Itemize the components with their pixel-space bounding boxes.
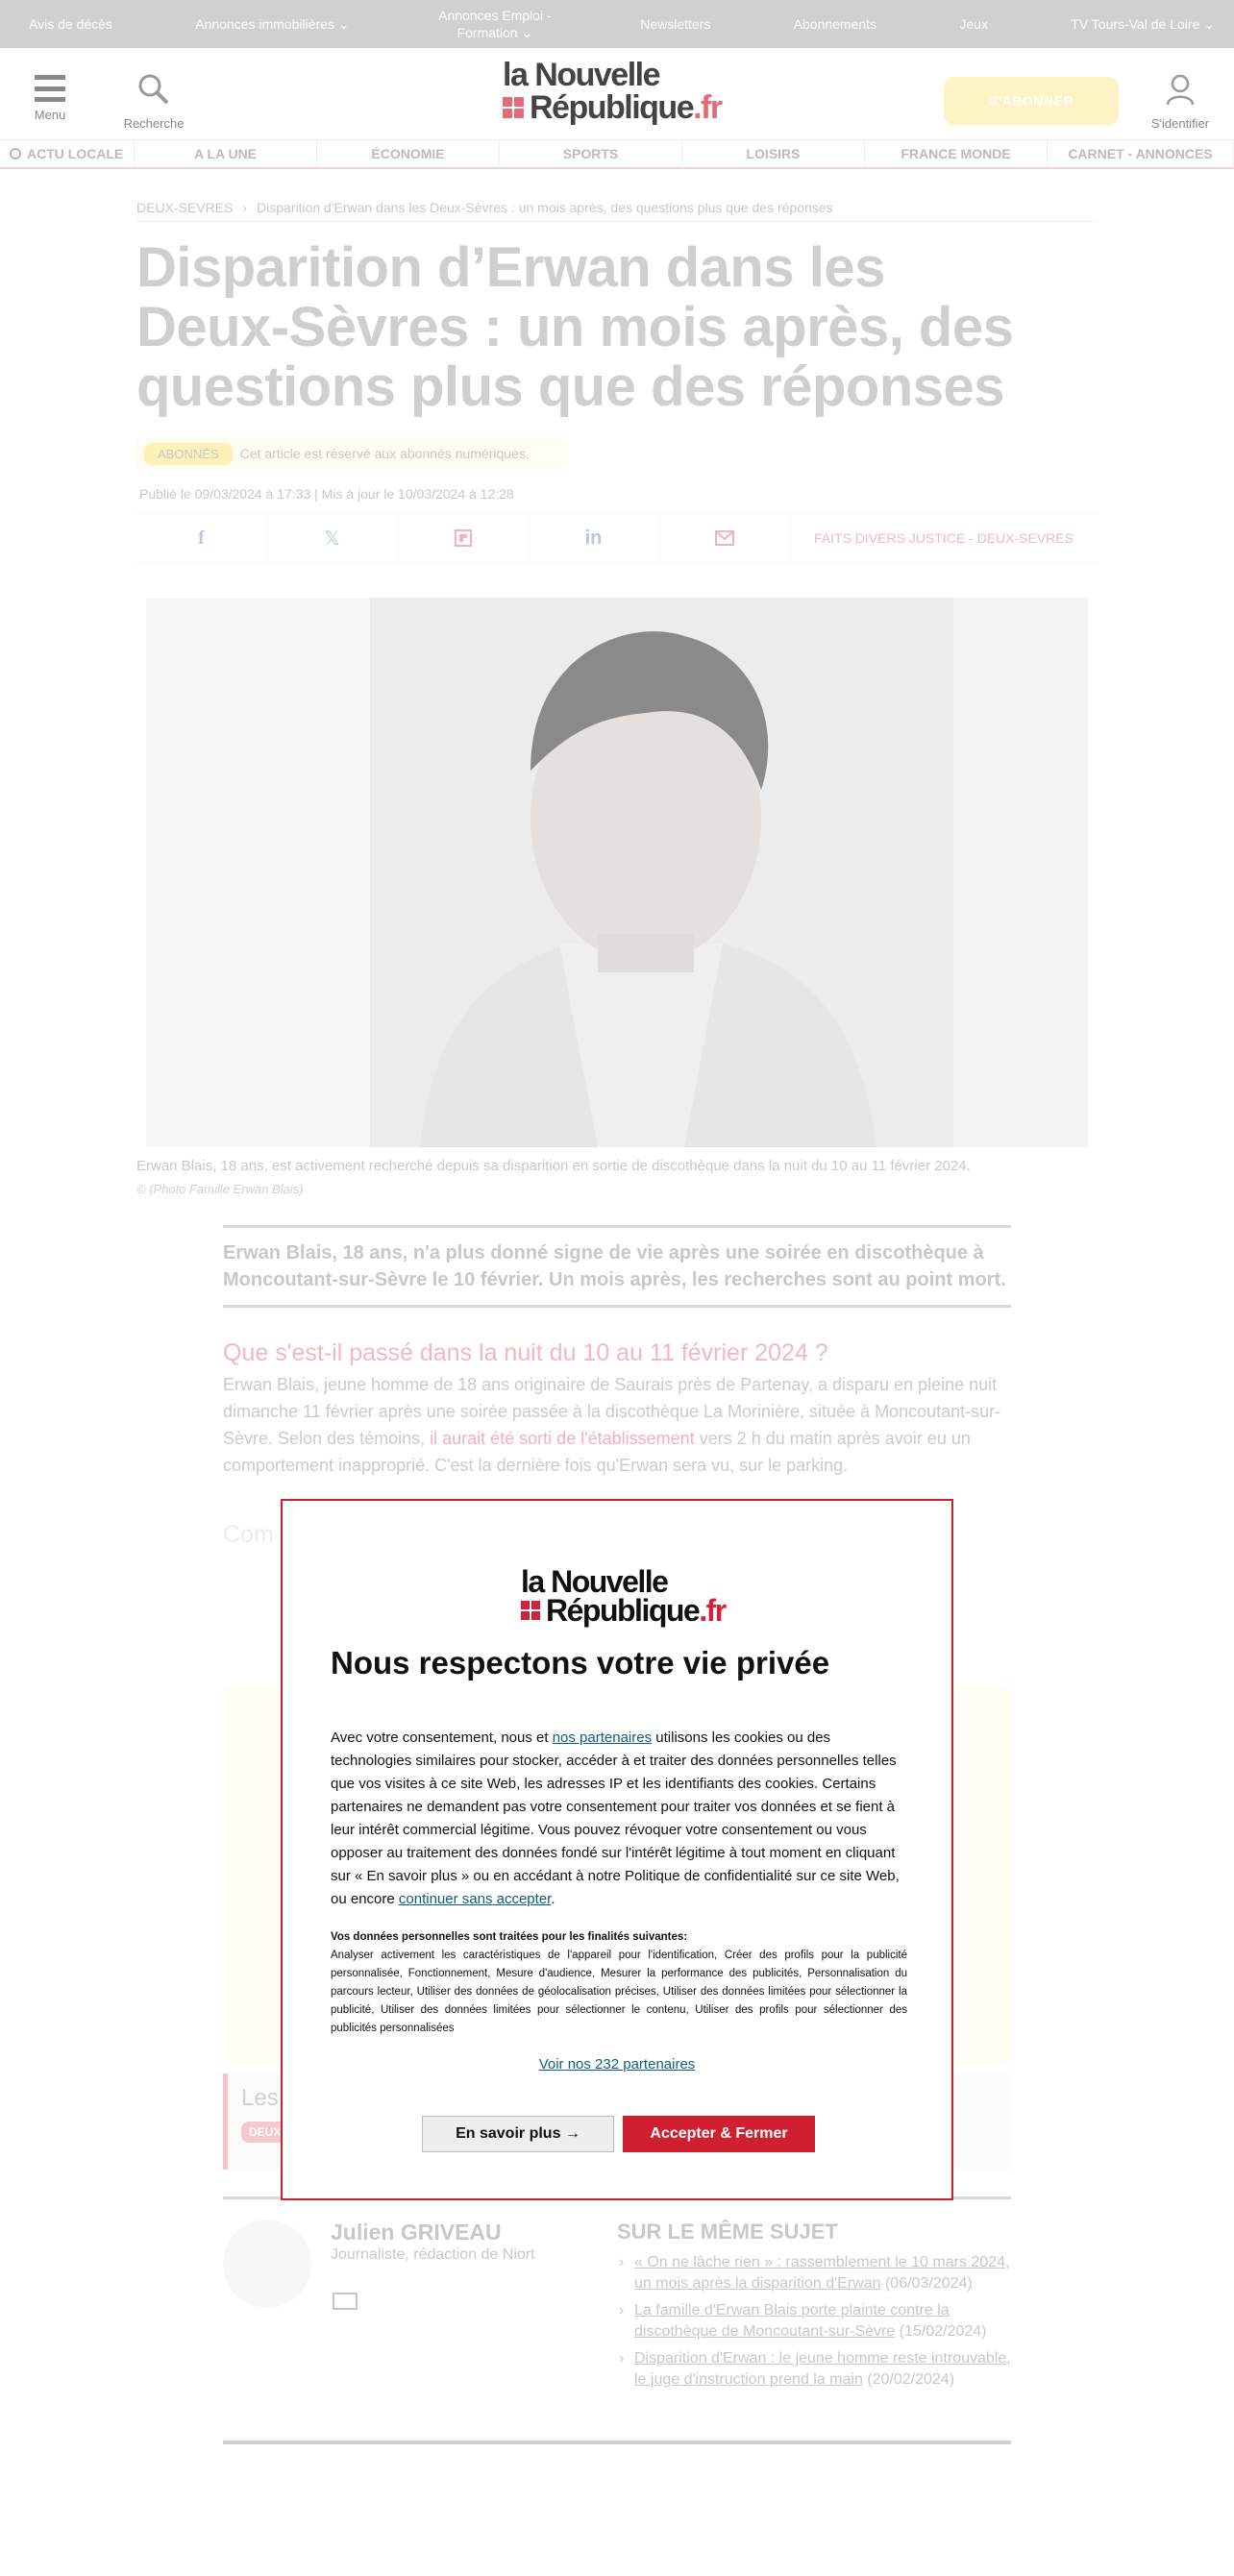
nav-item-front-page[interactable]: A LA UNE [135, 140, 317, 169]
author-avatar [223, 2220, 311, 2308]
same-subject-date: (20/02/2024) [867, 2371, 955, 2388]
consent-purposes [331, 1928, 907, 2038]
article-lead: Erwan Blais, 18 ans, n'a plus donné signe de vie après une soirée en discothèque à Moncoutant-sur-Sèvre le 10 février. Un mois après, les recherches sont au point mort. [223, 1225, 1011, 1308]
consent-logo-word: République [546, 1593, 700, 1628]
main-nav [0, 139, 1234, 168]
consent-text [331, 1727, 907, 1911]
consent-logo-tld: .fr [699, 1593, 726, 1628]
article-title: Disparition d’Erwan dans les Deux-Sèvres : un mois après, des questions plus que des réponses [136, 236, 1014, 418]
consent-purposes-title: Vos données personnelles sont traitées pour les finalités suivantes: [331, 1931, 688, 1943]
flipboard-icon [455, 529, 472, 547]
consent-logo-line1: la Nouvelle [521, 1564, 668, 1599]
x-icon: 𝕏 [324, 527, 340, 550]
chevron-right-icon: › [242, 200, 248, 215]
topbar-link-games[interactable]: Jeux [959, 16, 988, 32]
nav-item-economy[interactable]: ÉCONOMIE [317, 140, 500, 169]
premium-badge: ABONNÉS [144, 443, 233, 465]
share-linkedin-button[interactable] [529, 514, 659, 562]
partners-link-row [283, 2056, 951, 2073]
top-bar [0, 0, 1234, 48]
site-logo[interactable] [503, 57, 722, 126]
search-button[interactable] [117, 73, 190, 131]
article-photo [146, 598, 1088, 1147]
topbar-link-newsletters[interactable]: Newsletters [640, 16, 711, 32]
nav-item-sports[interactable]: SPORTS [500, 140, 682, 169]
search-label: Recherche [123, 116, 185, 131]
author-role: Journaliste, rédaction de Niort [331, 2246, 535, 2263]
same-subject-link[interactable]: La famille d'Erwan Blais porte plainte contre la discothèque de Moncoutant-sur-Sèvre [634, 2302, 950, 2340]
related-article-title: Les [241, 2085, 279, 2111]
linkedin-icon: in [584, 527, 603, 549]
topbar-link-tv[interactable]: TV Tours-Val de Loire ⌄ [1071, 16, 1215, 32]
location-icon [10, 148, 21, 159]
premium-text: Cet article est réservé aux abonnés numériques. [239, 446, 530, 461]
same-subject-list [617, 2220, 1011, 2396]
article-dates: Publié le 09/03/2024 à 17:33 | Mis à jour le 10/03/2024 à 12:28 [139, 486, 514, 502]
topbar-link-subscriptions[interactable]: Abonnements [793, 16, 877, 32]
site-header [0, 48, 1234, 139]
breadcrumb [136, 200, 1098, 222]
same-subject-date: (06/03/2024) [884, 2275, 973, 2292]
topbar-link-real-estate[interactable]: Annonces immobilières ⌄ [195, 16, 350, 32]
breadcrumb-current: Disparition d'Erwan dans les Deux-Sèvres : un mois après, des questions plus que des réponses [257, 200, 833, 215]
nav-item-france-world[interactable]: FRANCE MONDE [865, 140, 1048, 169]
nav-item-local[interactable] [0, 140, 135, 169]
facebook-icon: f [198, 527, 205, 549]
view-partners-link[interactable]: Voir nos 232 partenaires [538, 2056, 696, 2073]
consent-text-start: Avec votre consentement, nous et [331, 1730, 553, 1746]
share-bar [136, 514, 1098, 562]
partners-inline-link[interactable]: nos partenaires [552, 1730, 653, 1746]
topbar-link-deaths[interactable]: Avis de décès [29, 16, 112, 32]
login-label: S'identifier [1150, 116, 1210, 131]
share-facebook-button[interactable] [136, 514, 267, 562]
logo-line1: la Nouvelle [503, 57, 660, 93]
paragraph-text-start: Erwan Blais, jeune homme de 18 ans originaire de Saurais près de Partenay, a disparu en pleine nuit dimanche 11 février après une soirée passée à la discothèque La Morinière, située à Moncoutant-sur-Sèvre. Selon des témoins, [223, 1375, 1001, 1448]
article-paragraph [223, 1371, 1011, 1479]
search-icon [137, 73, 170, 106]
list-item[interactable] [617, 2252, 1011, 2294]
consent-logo [521, 1564, 726, 1628]
consent-purposes-list: Analyser activement les caractéristiques de l'appareil pour l'identification, Créer des profils pour la publicité personnalisée, Fonctionnement, Mesure d'audience, Mesurer la performance des publicités, Personnalisation du parcours lecteur, Utiliser des données de géolocalisation précises, Utiliser des données limitées pour sélectionner la publicité, Utiliser des données limitées pour sélectionner le contenu, Utiliser des profils pour sélectionner des publicités personnalisées [331, 1950, 907, 2034]
same-subject-link[interactable]: Disparition d'Erwan : le jeune homme reste introuvable, le juge d'instruction prend la main [634, 2350, 1011, 2388]
related-article-badge: DEUX [241, 2122, 288, 2143]
continue-without-accepting-link[interactable]: continuer sans accepter [398, 1891, 552, 1907]
same-subject-title: SUR LE MÊME SUJET [617, 2220, 838, 2244]
photo-credit: © (Photo Famille Erwan Blais) [136, 1182, 304, 1196]
logo-squares-icon [521, 1601, 540, 1620]
author-name[interactable]: Julien GRIVEAU [331, 2220, 502, 2245]
breadcrumb-section[interactable]: DEUX-SEVRES [136, 200, 234, 215]
menu-label: Menu [34, 108, 66, 122]
menu-button[interactable] [31, 75, 69, 122]
consent-text-end: . [551, 1891, 555, 1907]
paragraph-inline-link[interactable]: il aurait été sorti de l'établissement [430, 1429, 695, 1448]
list-item[interactable] [617, 2300, 1011, 2343]
logo-word: République [530, 89, 694, 126]
consent-logo-line2 [521, 1595, 726, 1626]
nav-item-announcements[interactable]: CARNET - ANNONCES [1048, 140, 1234, 169]
login-button[interactable] [1144, 73, 1217, 131]
hamburger-icon [35, 75, 65, 102]
bottom-divider [223, 2441, 1011, 2444]
nav-label-local: ACTU LOCALE [27, 146, 124, 161]
mail-icon [715, 530, 734, 546]
share-x-button[interactable] [267, 514, 398, 562]
consent-dialog [281, 1499, 953, 2200]
user-icon [1165, 73, 1196, 106]
article-tags[interactable]: FAITS DIVERS JUSTICE - DEUX-SEVRES [814, 530, 1074, 546]
subscribe-button[interactable]: S'ABONNER [944, 77, 1119, 125]
same-subject-date: (15/02/2024) [899, 2323, 987, 2340]
consent-text-middle: utilisons les cookies ou des technologies similaires pour stocker, accéder à et traiter des données personnelles telles que vos visites à ce site Web, les adresses IP et les identifiants des cookies. Certains partenaires ne demandent pas votre consentement pour traiter vos données et se fient à leur intérêt commercial légitime. Vous pouvez révoquer votre consentement ou vous opposer au traitement des données fondé sur l'intérêt légitime à tout moment en cliquant sur « En savoir plus » ou en accédant à notre Politique de confidentialité sur ce site Web, ou encore [331, 1730, 900, 1907]
learn-more-button[interactable]: En savoir plus → [422, 2116, 614, 2152]
nav-item-leisure[interactable]: LOISIRS [682, 140, 865, 169]
list-item[interactable] [617, 2348, 1011, 2391]
consent-title: Nous respectons votre vie privée [331, 1645, 830, 1681]
paragraph-text-end: vers 2 h du matin après avoir eu un comportement inapproprié. C'est la dernière fois qu'Erwan sera vu, sur le parking. [223, 1429, 971, 1475]
logo-tld: .fr [693, 89, 722, 126]
share-email-button[interactable] [659, 514, 790, 562]
photo-caption: Erwan Blais, 18 ans, est activement recherché depuis sa disparition en sortie de discothèque dans la nuit du 10 au 11 février 2024. [136, 1158, 971, 1174]
same-subject-link[interactable]: « On ne lâche rien » : rassemblement le 10 mars 2024, un mois après la disparition d'Erwan [634, 2254, 1010, 2292]
article-paragraph-truncated: Com [223, 1521, 274, 1548]
author-mail-icon[interactable] [333, 2293, 358, 2310]
logo-squares-icon [503, 97, 524, 118]
premium-notice [136, 437, 569, 470]
portrait-illustration [146, 598, 1088, 1147]
accept-close-button[interactable]: Accepter & Fermer [623, 2116, 815, 2152]
topbar-link-jobs[interactable]: Annonces Emploi - Formation ⌄ [438, 8, 552, 40]
logo-line2 [503, 90, 722, 125]
article-subheading: Que s'est-il passé dans la nuit du 10 au 11 février 2024 ? [223, 1339, 828, 1366]
share-flipboard-button[interactable] [398, 514, 529, 562]
